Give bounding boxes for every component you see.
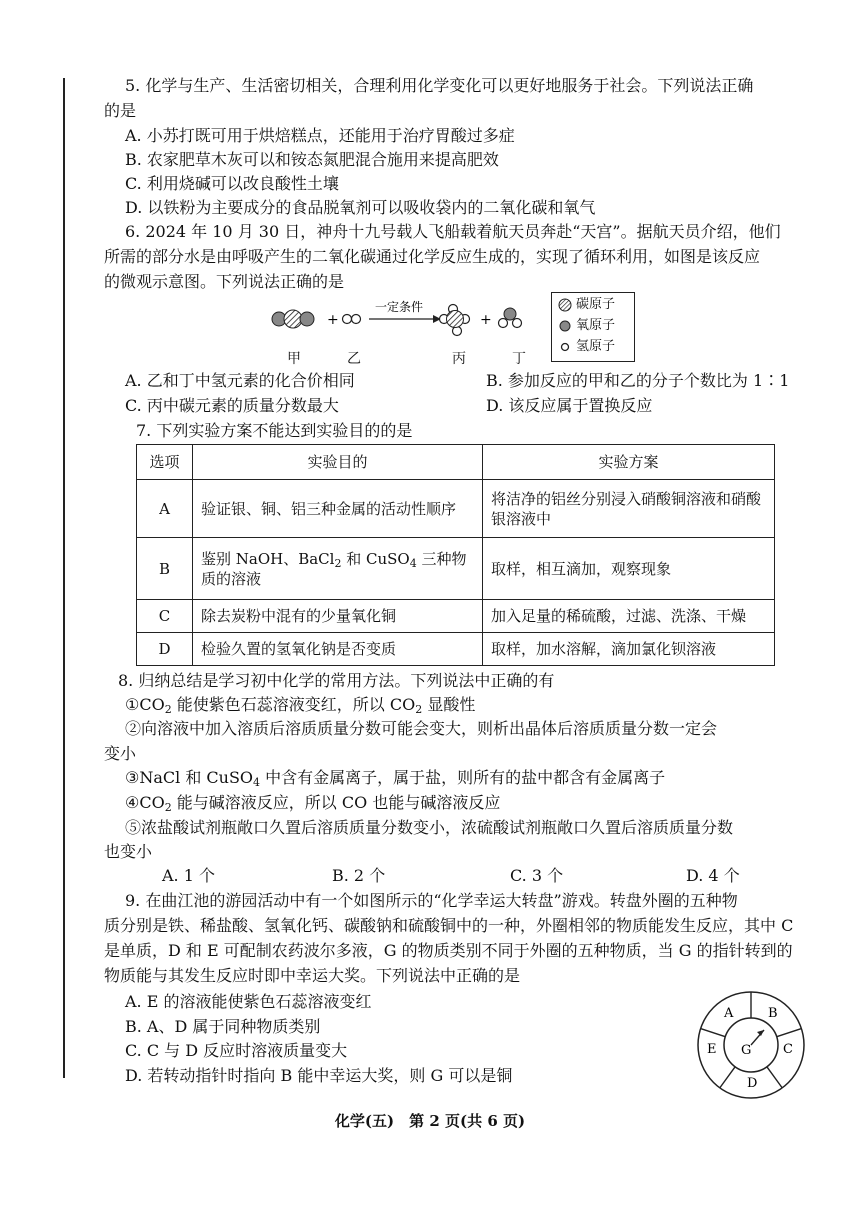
row-c-plan: 加入足量的稀硫酸，过滤、洗涤、干燥 xyxy=(483,600,775,633)
q5-option-c: C. 利用烧碱可以改良酸性土壤 xyxy=(125,174,339,193)
lucky-wheel-diagram xyxy=(690,990,812,1100)
legend-hydrogen xyxy=(558,339,615,355)
legend-carbon xyxy=(558,297,615,313)
label-bing: 丙 xyxy=(452,351,466,367)
q8-option-d: D. 4 个 xyxy=(686,866,740,885)
wheel-label-d: D xyxy=(747,1076,758,1091)
reaction-microscopic-diagram xyxy=(265,300,595,362)
table-header-row xyxy=(137,445,775,480)
ch4-molecule xyxy=(440,305,470,336)
wheel-label-g: G xyxy=(741,1043,752,1058)
hydrogen-atom-icon xyxy=(558,340,572,354)
row-a-purpose: 验证银、铜、铝三种金属的活动性顺序 xyxy=(193,480,483,538)
plus-sign-2: + xyxy=(480,312,492,328)
q7-stem: 7. 下列实验方案不能达到实验目的的是 xyxy=(136,421,413,440)
row-b-plan: 取样，相互滴加，观察现象 xyxy=(483,538,775,600)
legend-hydrogen-label: 氢原子 xyxy=(576,339,616,354)
row-b-option: B xyxy=(137,538,193,600)
q8-statement-5-line2: 也变小 xyxy=(104,842,153,861)
q5-option-b: B. 农家肥草木灰可以和铵态氮肥混合施用来提高肥效 xyxy=(125,150,499,169)
plus-sign-1: + xyxy=(327,312,339,328)
q9-option-d: D. 若转动指针时指向 B 能中幸运大奖，则 G 可以是铜 xyxy=(125,1066,513,1085)
carbon-atom-icon xyxy=(558,298,572,312)
q6-option-b: B. 参加反应的甲和乙的分子个数比为 1∶1 xyxy=(486,371,790,390)
q5-option-a: A. 小苏打既可用于烘焙糕点，还能用于治疗胃酸过多症 xyxy=(125,126,515,145)
page-footer: 化学(五) 第 2 页(共 6 页) xyxy=(334,1112,526,1130)
h2o-molecule xyxy=(499,308,522,328)
q6-stem-line1: 6. 2024 年 10 月 30 日，神舟十九号载人飞船载着航天员奔赴“天宫”。据航天员介绍，他们 xyxy=(125,222,781,241)
header-plan: 实验方案 xyxy=(483,445,775,480)
q9-stem-line3: 是单质，D 和 E 可配制农药波尔多液，G 的物质类别不同于外圈的五种物质，当 G 的指针转到的 xyxy=(104,941,793,960)
q9-option-b: B. A、D 属于同种物质类别 xyxy=(125,1017,321,1036)
header-purpose: 实验目的 xyxy=(193,445,483,480)
q6-stem-line3: 的微观示意图。下列说法正确的是 xyxy=(104,272,345,291)
co2-molecule xyxy=(272,310,314,328)
legend-oxygen-label: 氧原子 xyxy=(576,318,616,333)
table-row xyxy=(137,538,775,600)
table-row xyxy=(137,480,775,538)
table-row xyxy=(137,633,775,666)
wheel-label-e: E xyxy=(707,1042,717,1057)
table-row xyxy=(137,600,775,633)
q8-statement-2-line1: ②向溶液中加入溶质后溶质质量分数可能会变大，则析出晶体后溶质质量分数一定会 xyxy=(125,719,718,738)
q9-stem-line1: 9. 在曲江池的游园活动中有一个如图所示的“化学幸运大转盘”游戏。转盘外圈的五种物 xyxy=(125,891,738,910)
q5-option-d: D. 以铁粉为主要成分的食品脱氧剂可以吸收袋内的二氧化碳和氧气 xyxy=(125,198,596,217)
q5-stem-line1: 5. 化学与生产、生活密切相关，合理利用化学变化可以更好地服务于社会。下列说法正确 xyxy=(125,76,754,95)
q6-option-c: C. 丙中碳元素的质量分数最大 xyxy=(125,396,339,415)
reaction-condition: 一定条件 xyxy=(375,300,424,314)
row-b-purpose: 鉴别 NaOH、BaCl$_2$ 和 CuSO$_4$ 三种物质的溶液 xyxy=(193,538,483,600)
row-c-option: C xyxy=(137,600,193,633)
wheel-label-b: B xyxy=(768,1006,778,1021)
q5-stem-line2: 的是 xyxy=(104,101,137,120)
q8-option-a: A. 1 个 xyxy=(162,866,215,885)
label-yi: 乙 xyxy=(347,351,361,367)
q9-stem-line2: 质分别是铁、稀盐酸、氢氧化钙、碳酸钠和硫酸铜中的一种，外圈相邻的物质能发生反应，其中 C xyxy=(104,916,794,935)
row-d-plan: 取样，加水溶解，滴加氯化钡溶液 xyxy=(483,633,775,666)
q6-option-a: A. 乙和丁中氢元素的化合价相同 xyxy=(125,371,355,390)
wheel-label-a: A xyxy=(724,1006,734,1021)
h2-molecule xyxy=(343,315,361,324)
q8-statement-1: $①CO_2$ 能使紫色石蕊溶液变红，所以 $CO_2$ 显酸性 xyxy=(125,695,476,716)
q8-statement-4: $④CO_2$ 能与碱溶液反应，所以 CO 也能与碱溶液反应 xyxy=(125,793,501,814)
row-d-purpose: 检验久置的氢氧化钠是否变质 xyxy=(193,633,483,666)
atom-legend xyxy=(551,292,635,362)
wheel-label-c: C xyxy=(783,1042,793,1057)
row-a-option: A xyxy=(137,480,193,538)
label-jia: 甲 xyxy=(287,351,301,367)
q9-stem-line4: 物质能与其发生反应时即中幸运大奖。下列说法中正确的是 xyxy=(104,966,521,985)
row-d-option: D xyxy=(137,633,193,666)
q9-option-c: C. C 与 D 反应时溶液质量变大 xyxy=(125,1041,348,1060)
header-option: 选项 xyxy=(137,445,193,480)
label-ding: 丁 xyxy=(512,351,526,367)
q8-statement-2-line2: 变小 xyxy=(104,744,137,763)
q8-statement-5-line1: ⑤浓盐酸试剂瓶敞口久置后溶质质量分数变小，浓硫酸试剂瓶敞口久置后溶质质量分数 xyxy=(125,818,734,837)
legend-carbon-label: 碳原子 xyxy=(576,297,616,312)
q6-stem-line2: 所需的部分水是由呼吸产生的二氧化碳通过化学反应生成的，实现了循环利用，如图是该反应 xyxy=(104,247,761,266)
binding-margin-line xyxy=(63,78,65,1078)
q8-stem: 8. 归纳总结是学习初中化学的常用方法。下列说法中正确的有 xyxy=(118,671,555,690)
row-a-plan: 将洁净的铝丝分别浸入硝酸铜溶液和硝酸银溶液中 xyxy=(483,480,775,538)
experiment-table xyxy=(136,444,775,666)
q6-option-d: D. 该反应属于置换反应 xyxy=(486,396,653,415)
q8-statement-3: ③NaCl 和 CuSO$_4$ 中含有金属离子，属于盐，则所有的盐中都含有金属离子 xyxy=(125,768,666,789)
q8-option-c: C. 3 个 xyxy=(510,866,564,885)
row-c-purpose: 除去炭粉中混有的少量氧化铜 xyxy=(193,600,483,633)
q8-option-b: B. 2 个 xyxy=(332,866,386,885)
oxygen-atom-icon xyxy=(558,319,572,333)
q9-option-a: A. E 的溶液能使紫色石蕊溶液变红 xyxy=(125,992,372,1011)
legend-oxygen xyxy=(558,318,615,334)
